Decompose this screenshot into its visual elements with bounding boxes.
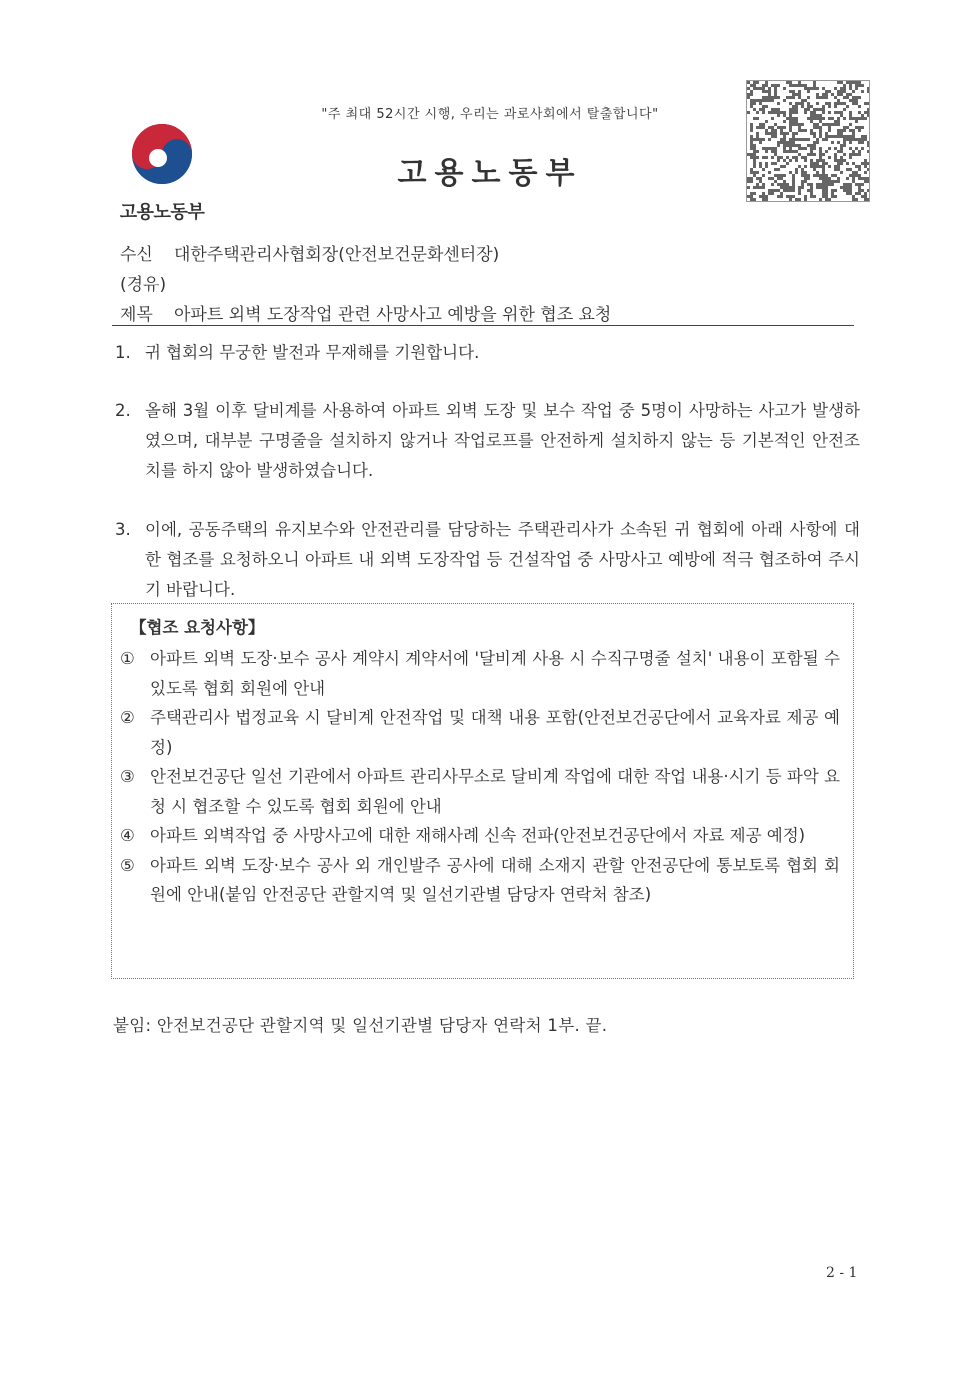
- paragraph-number: 3.: [115, 520, 131, 539]
- page-number: 2 - 1: [826, 1265, 858, 1281]
- paragraph-3: [115, 515, 860, 605]
- request-box-title: 【협조 요청사항】: [130, 618, 265, 637]
- request-item: [120, 851, 840, 910]
- subject-line: [120, 300, 611, 325]
- via-line: (경유): [120, 275, 167, 295]
- paragraph-text: 귀 협회의 무궁한 발전과 무재해를 기원합니다.: [145, 343, 480, 362]
- item-marker: ③: [120, 767, 135, 786]
- attachment-line: 붙임: 안전보건공단 관할지역 및 일선기관별 담당자 연락처 1부. 끝.: [113, 1016, 608, 1035]
- item-text: 아파트 외벽작업 중 사망사고에 대한 재해사례 신속 전파(안전보건공단에서 자료 제공 예정): [150, 826, 806, 845]
- item-marker: ④: [120, 826, 135, 845]
- request-item: [120, 703, 840, 762]
- recipient-value: 대한주택관리사협회장(안전보건문화센터장): [174, 245, 500, 265]
- item-marker: ②: [120, 708, 135, 727]
- paragraph-1: [115, 338, 860, 368]
- subject-divider: [112, 325, 854, 326]
- item-text: 주택관리사 법정교육 시 달비계 안전작업 및 대책 내용 포함(안전보건공단에서 교육자료 제공 예정): [150, 708, 840, 757]
- qr-code-icon: [747, 81, 869, 201]
- subject-value: 아파트 외벽 도장작업 관련 사망사고 예방을 위한 협조 요청: [174, 305, 612, 325]
- item-text: 안전보건공단 일선 기관에서 아파트 관리사무소로 달비계 작업에 대한 작업 내용·시기 등 파악 요청 시 협조할 수 있도록 협회 회원에 안내: [150, 767, 840, 816]
- request-item: [120, 644, 840, 703]
- recipient-label: 수신: [120, 245, 153, 265]
- subject-label: 제목: [120, 305, 153, 325]
- item-marker: ①: [120, 649, 135, 668]
- slogan: "주 최대 52시간 시행, 우리는 과로사회에서 탈출합니다": [321, 107, 659, 122]
- paragraph-number: 2.: [115, 401, 131, 420]
- item-text: 아파트 외벽 도장·보수 공사 계약시 계약서에 '달비계 사용 시 수직구명줄 설치' 내용이 포함될 수 있도록 협회 회원에 안내: [150, 649, 840, 698]
- item-text: 아파트 외벽 도장·보수 공사 외 개인발주 공사에 대해 소재지 관할 안전공단에 통보토록 협회 회원에 안내(붙임 안전공단 관할지역 및 일선기관별 담당자 연락처 참조): [150, 855, 840, 904]
- agency-title: 고용노동부: [397, 156, 583, 191]
- request-item: [120, 762, 840, 821]
- logo-text: 고용노동부: [119, 202, 205, 223]
- request-list: [120, 644, 840, 910]
- request-item: [120, 821, 840, 851]
- paragraph-text: 올해 3월 이후 달비계를 사용하여 아파트 외벽 도장 및 보수 작업 중 5명이 사망하는 사고가 발생하였으며, 대부분 구명줄을 설치하지 않거나 작업로프를 안전하게 설치하지 않는 등 기본적인 안전조치를 하지 않아 발생하였습니다.: [145, 401, 860, 480]
- qr-code: [746, 80, 870, 202]
- paragraph-text: 이에, 공동주택의 유지보수와 안전관리를 담당하는 주택관리사가 소속된 귀 협회에 아래 사항에 대한 협조를 요청하오니 아파트 내 외벽 도장작업 등 건설작업 중 사망사고 예방에 적극 협조하여 주시기 바랍니다.: [145, 520, 860, 599]
- paragraph-number: 1.: [115, 343, 131, 362]
- paragraph-2: [115, 396, 860, 486]
- recipient-line: [120, 240, 499, 265]
- item-marker: ⑤: [120, 855, 135, 875]
